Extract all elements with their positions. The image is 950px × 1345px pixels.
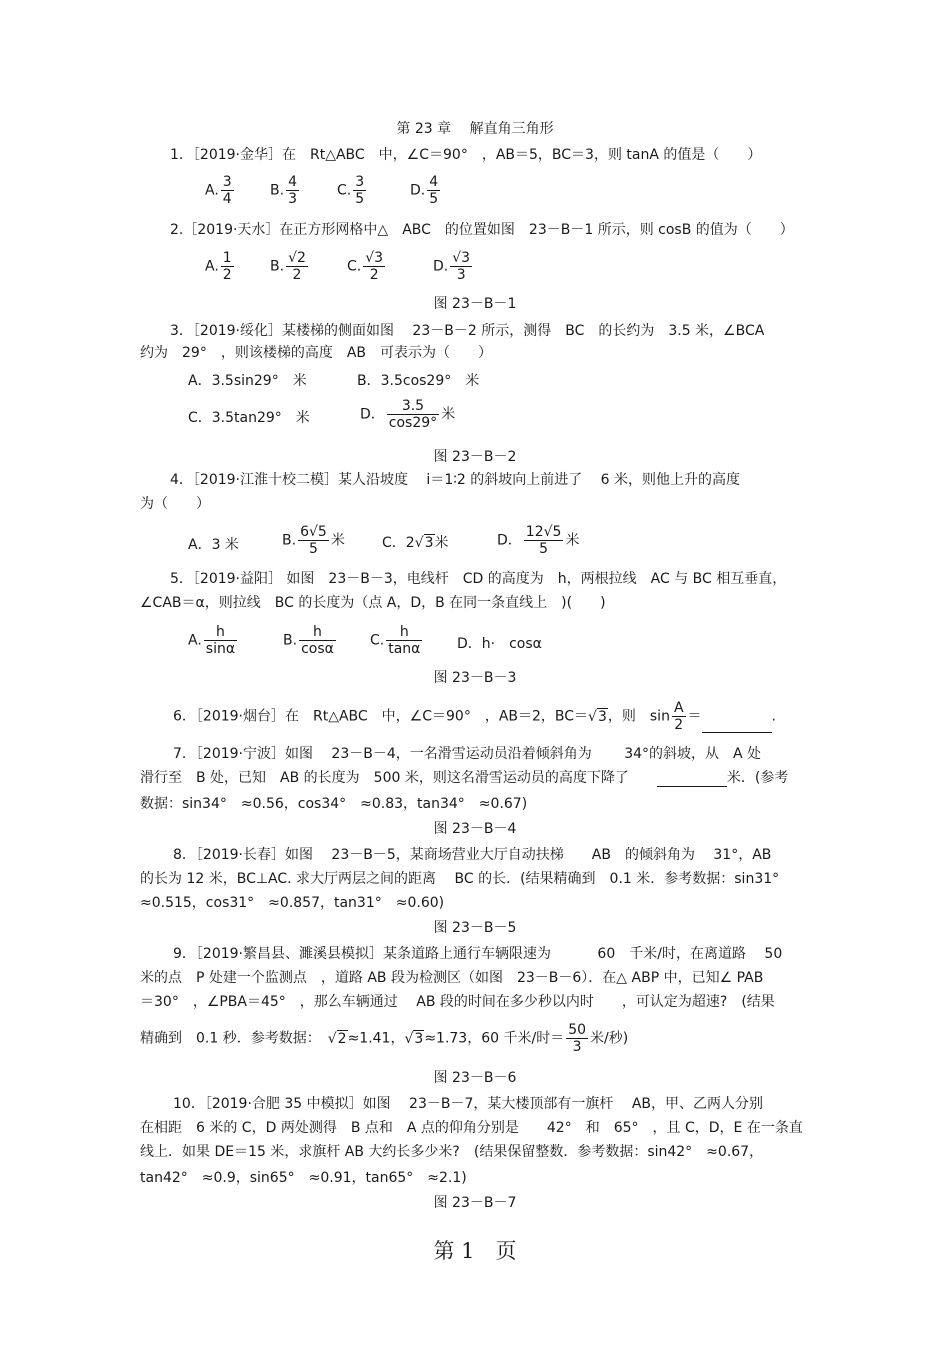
question-7-line2: 滑行至 B 处，已知 AB 的长度为 500 米，则这名滑雪运动员的高度下降了 米．(参考	[140, 770, 789, 786]
question-10-line4: tan42° ≈0.9，sin65° ≈0.91，tan65° ≈2.1)	[140, 1170, 467, 1186]
question-4-line2: 为（ ）	[140, 496, 210, 512]
question-9-line2: 米的点 P 处建一个监测点 ，道路 AB 段为检测区（如图 23－B－6）．在△ ABP 中，已知∠ PAB	[140, 970, 764, 986]
figure-caption-2: 图 23－B－2	[433, 449, 517, 465]
q3-option-c: C．3.5tan29° 米	[188, 410, 310, 426]
question-5-line2: ∠CAB＝α，则拉线 BC 的长度为（点 A，D，B 在同一条直线上 )( )	[140, 595, 606, 611]
q2-option-a: A. $\frac{1}{2}$	[205, 250, 232, 283]
question-9-line1: 9．［2019·繁昌县、濉溪县模拟］某条道路上通行车辆限速为 60 千米/时，在离道路 50	[173, 946, 783, 962]
answer-blank-7	[657, 772, 727, 787]
figure-caption-1: 图 23－B－1	[433, 296, 517, 312]
question-10-line3: 线上．如果 DE＝15 米，求旗杆 AB 大约长多少米? (结果保留整数．参考数据：sin42° ≈0.67，	[140, 1144, 764, 1160]
q2-option-b: B. $\frac{√2}{2}$	[270, 250, 306, 283]
question-4-line1: 4．［2019·江淮十校二模］某人沿坡度 i＝1∶2 的斜坡向上前进了 6 米，则他上升的高度	[170, 472, 741, 488]
q4-option-b: B. $\frac{6√5}{5}$ 米	[282, 524, 345, 557]
question-10-line1: 10．［2019·合肥 35 中模拟］如图 23－B－7，某大楼顶部有一旗杆 AB，甲、乙两人分别	[173, 1096, 764, 1112]
figure-caption-6: 图 23－B－6	[433, 1070, 517, 1086]
q3-option-b: B．3.5cos29° 米	[357, 373, 480, 389]
question-8-line2: 的长为 12 米，BC⊥AC. 求大厅两层之间的距离 BC 的长．(结果精确到 0.1 米．参考数据：sin31°	[140, 871, 780, 887]
figure-caption-5: 图 23－B－5	[433, 920, 517, 936]
question-3-line1: 3．［2019·绥化］某楼梯的侧面如图 23－B－2 所示，测得 BC 的长约为 3.5 米，∠BCA	[170, 323, 765, 339]
question-3-line2: 约为 29° ，则该楼梯的高度 AB 可表示为（ ）	[140, 345, 492, 361]
figure-caption-3: 图 23－B－3	[433, 670, 517, 686]
question-5-line1: 5．［2019·益阳］ 如图 23－B－3，电线杆 CD 的高度为 h，两根拉线 AC 与 BC 相互垂直，	[170, 571, 787, 587]
q3-option-d: D． $\frac{3.5}{\cos 29^\circ}$ 米	[360, 398, 456, 431]
q4-option-c: C．2√3米	[382, 535, 449, 551]
question-2-text: 2.［2019·天水］在正方形网格中△ ABC 的位置如图 23－B－1 所示，则 cosB 的值为（ ）	[170, 222, 794, 238]
question-8-line1: 8．［2019·长春］如图 23－B－5，某商场营业大厅自动扶梯 AB 的倾斜角为 31°，AB	[173, 847, 772, 863]
q4-option-d: D． $\frac{12√5}{5}$ 米	[497, 524, 580, 557]
q1-option-c: C. $\frac{3}{5}$	[337, 174, 365, 207]
q5-option-a: A. $\frac{h}{\sin\alpha}$	[188, 624, 236, 657]
question-7-line1: 7．［2019·宁波］如图 23－B－4，一名滑雪运动员沿着倾斜角为 34°的斜坡，从 A 处	[173, 746, 762, 762]
q5-option-b: B. $\frac{h}{\cos\alpha}$	[283, 624, 334, 657]
question-9-line4: 精确到 0.1 秒．参考数据： √2≈1.41，√3≈1.73，60 千米/时＝ $\frac{50}{3}$ 米/秒)	[140, 1022, 629, 1055]
question-7-line3: 数据：sin34° ≈0.56，cos34° ≈0.83，tan34° ≈0.67)	[140, 796, 528, 812]
q2-option-d: D. $\frac{√3}{3}$	[433, 250, 471, 283]
q5-option-c: C. $\frac{h}{\tan\alpha}$	[370, 624, 421, 657]
page-number: 第 1 页	[433, 1239, 517, 1263]
q4-option-a: A．3 米	[188, 537, 239, 553]
question-10-line2: 在相距 6 米的 C，D 两处测得 B 点和 A 点的仰角分别是 42° 和 65° ，且 C，D，E 在一条直	[140, 1120, 803, 1136]
question-9-line3: ＝30° ，∠PBA＝45° ，那么车辆通过 AB 段的时间在多少秒以内时 ，可认定为超速? (结果	[140, 994, 775, 1010]
figure-caption-7: 图 23－B－7	[433, 1195, 517, 1211]
q3-option-a: A．3.5sin29° 米	[188, 373, 307, 389]
chapter-title: 第 23 章 解直角三角形	[396, 121, 554, 137]
q1-option-b: B. $\frac{4}{3}$	[270, 174, 297, 207]
question-8-line3: ≈0.515，cos31° ≈0.857，tan31° ≈0.60)	[140, 895, 445, 911]
q1-option-a: A. $\frac{3}{4}$	[205, 174, 232, 207]
q2-option-c: C. $\frac{√3}{2}$	[347, 250, 384, 283]
figure-caption-4: 图 23－B－4	[433, 821, 517, 837]
q5-option-d: D．h· cosα	[457, 636, 542, 652]
question-1-text: 1．［2019·金华］在 Rt△ABC 中，∠C＝90° ，AB＝5，BC＝3，则 tanA 的值是（ ）	[170, 147, 762, 163]
answer-blank-6	[702, 718, 772, 733]
q1-option-d: D. $\frac{4}{5}$	[410, 174, 439, 207]
question-6: 6．［2019·烟台］在 Rt△ABC 中，∠C＝90° ，AB＝2，BC＝√3，则 sin $\frac{A}{2}$ ＝ .	[173, 700, 776, 733]
